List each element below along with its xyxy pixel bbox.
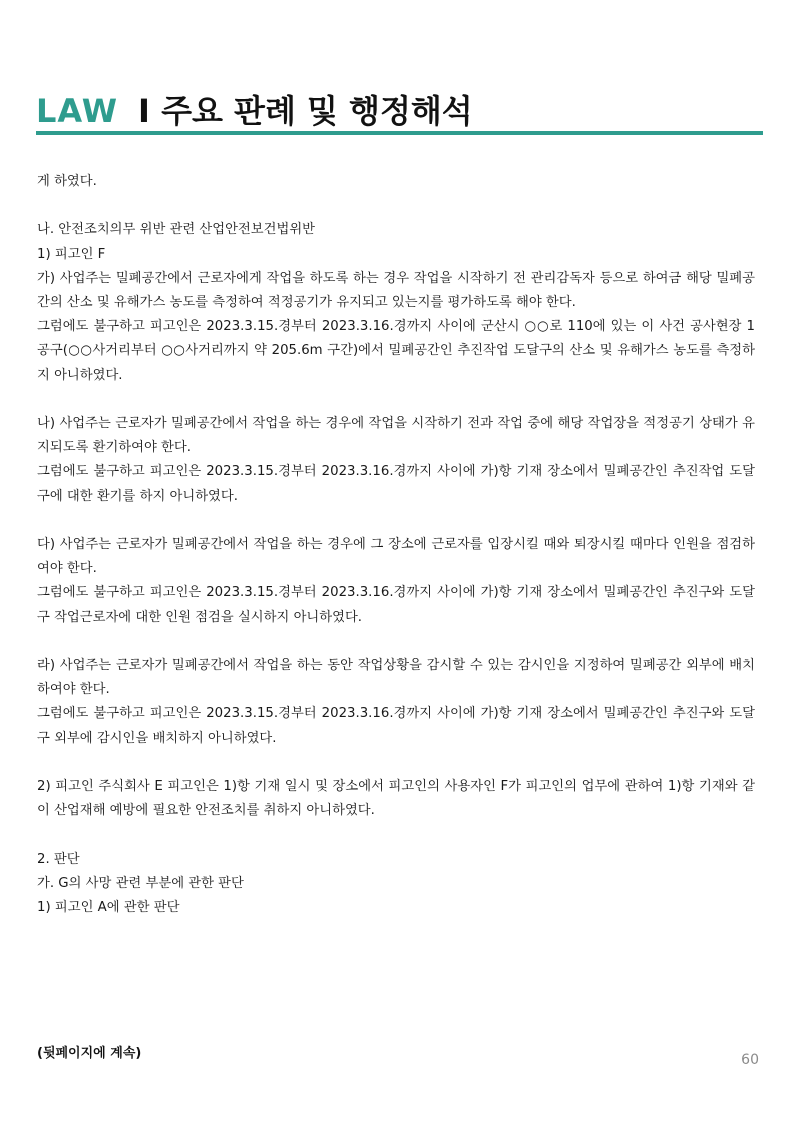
paragraph: 2) 피고인 주식회사 E 피고인은 1)항 기재 일시 및 장소에서 피고인의 사용자인 F가 피고인의 업무에 관하여 1)항 기재와 같이 산업재해 예방에 필요한 안전조치를 취하지 아니하였다. (37, 779, 755, 819)
document-body (37, 170, 755, 920)
paragraph-gap (37, 751, 755, 775)
paragraph: 그럼에도 불구하고 피고인은 2023.3.15.경부터 2023.3.16.경까지 사이에 가)항 기재 장소에서 밀폐공간인 추진구와 도달구 작업근로자에 대한 인원 점검을 실시하지 아니하였다. (37, 585, 755, 625)
paragraph-gap (37, 388, 755, 412)
paragraph: 다) 사업주는 근로자가 밀폐공간에서 작업을 하는 경우에 그 장소에 근로자를 입장시킬 때와 퇴장시킬 때마다 인원을 점검하여야 한다. (37, 537, 755, 577)
page-header (36, 86, 763, 132)
sub-heading: 1) 피고인 A에 관한 판단 (37, 900, 180, 915)
section-heading: 2. 판단 (37, 851, 80, 867)
paragraph-gap (37, 509, 755, 533)
header-divider (36, 131, 763, 135)
paragraph: 게 하였다. (37, 174, 97, 189)
paragraph: 가) 사업주는 밀폐공간에서 근로자에게 작업을 하도록 하는 경우 작업을 시작하기 전 관리감독자 등으로 하여금 해당 밀폐공간의 산소 및 유해가스 농도를 측정하여 적정공기가 유지되고 있는지를 평가하도록 해야 한다. (37, 270, 755, 310)
paragraph: 나) 사업주는 근로자가 밀폐공간에서 작업을 하는 경우에 작업을 시작하기 전과 작업 중에 해당 작업장을 적정공기 상태가 유지되도록 환기하여야 한다. (37, 416, 755, 456)
sub-heading: 1) 피고인 F (37, 246, 106, 262)
page-title: I 주요 판례 및 행정해석 (138, 92, 473, 130)
paragraph: 라) 사업주는 근로자가 밀폐공간에서 작업을 하는 동안 작업상황을 감시할 수 있는 감시인을 지정하여 밀폐공간 외부에 배치하여야 한다. (37, 658, 755, 698)
paragraph-gap (37, 194, 755, 218)
paragraph: 그럼에도 불구하고 피고인은 2023.3.15.경부터 2023.3.16.경까지 사이에 군산시 ○○로 110에 있는 이 사건 공사현장 1공구(○○사거리부터 ○○사거리까지 약 205.6m 구간)에서 밀폐공간인 추진작업 도달구의 산소 및 유해가스 농도를 측정하지 아니하였다. (37, 319, 755, 383)
sub-heading: 가. G의 사망 관련 부분에 관한 판단 (37, 875, 244, 891)
paragraph-gap (37, 630, 755, 654)
paragraph: 그럼에도 불구하고 피고인은 2023.3.15.경부터 2023.3.16.경까지 사이에 가)항 기재 장소에서 밀폐공간인 추진작업 도달구에 대한 환기를 하지 아니하였다. (37, 464, 755, 504)
paragraph: 그럼에도 불구하고 피고인은 2023.3.15.경부터 2023.3.16.경까지 사이에 가)항 기재 장소에서 밀폐공간인 추진구와 도달구 외부에 감시인을 배치하지 아니하였다. (37, 706, 755, 746)
section-heading: 나. 안전조치의무 위반 관련 산업안전보건법위반 (37, 222, 316, 238)
section-label: LAW (36, 92, 119, 130)
paragraph-gap (37, 823, 755, 847)
continued-note: (뒷페이지에 계속) (37, 1046, 142, 1061)
page-number: 60 (741, 1052, 759, 1068)
